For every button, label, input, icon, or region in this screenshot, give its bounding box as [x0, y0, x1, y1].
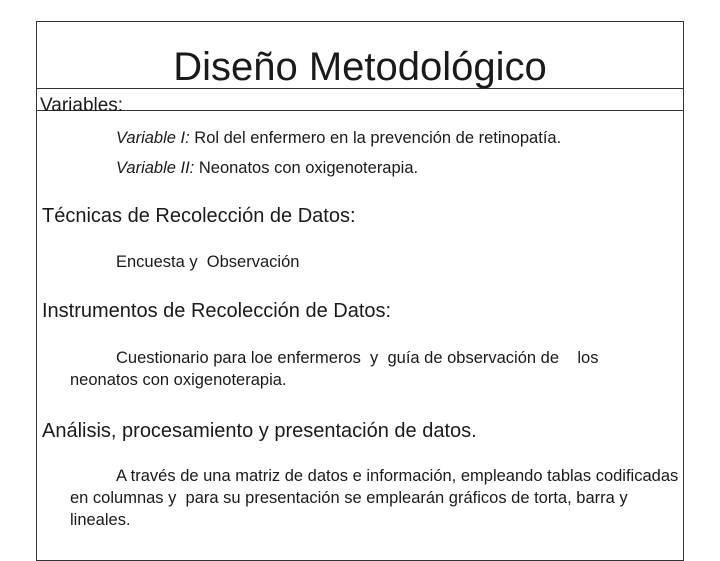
variables-heading: Variables: [40, 95, 124, 116]
techniques-text: Encuesta y Observación [116, 253, 300, 271]
instruments-text: Cuestionario para loe enfermeros y guía de observación de los neonatos con oxigenoterapia. [70, 349, 604, 389]
instruments-heading: Instrumentos de Recolección de Datos: [42, 300, 392, 322]
variable-2-text: Neonatos con oxigenoterapia. [194, 159, 419, 177]
variable-1-text: Rol del enfermero en la prevención de retinopatía. [189, 129, 562, 147]
analysis-text: A través de una matriz de datos e información, empleando tablas codificadas en columnas y para su presentación se emplearán gráficos de torta, barra y lineales. [70, 467, 683, 529]
slide-title: Diseño Metodológico [173, 45, 547, 89]
variable-1-name: Variable I: [116, 129, 190, 147]
techniques-heading: Técnicas de Recolección de Datos: [42, 205, 356, 227]
analysis-heading: Análisis, procesamiento y presentación de datos. [42, 420, 477, 442]
variable-1 [116, 127, 561, 149]
variable-2-name: Variable II: [116, 159, 195, 177]
variable-2 [116, 157, 418, 179]
title-divider-bottom [36, 110, 684, 111]
